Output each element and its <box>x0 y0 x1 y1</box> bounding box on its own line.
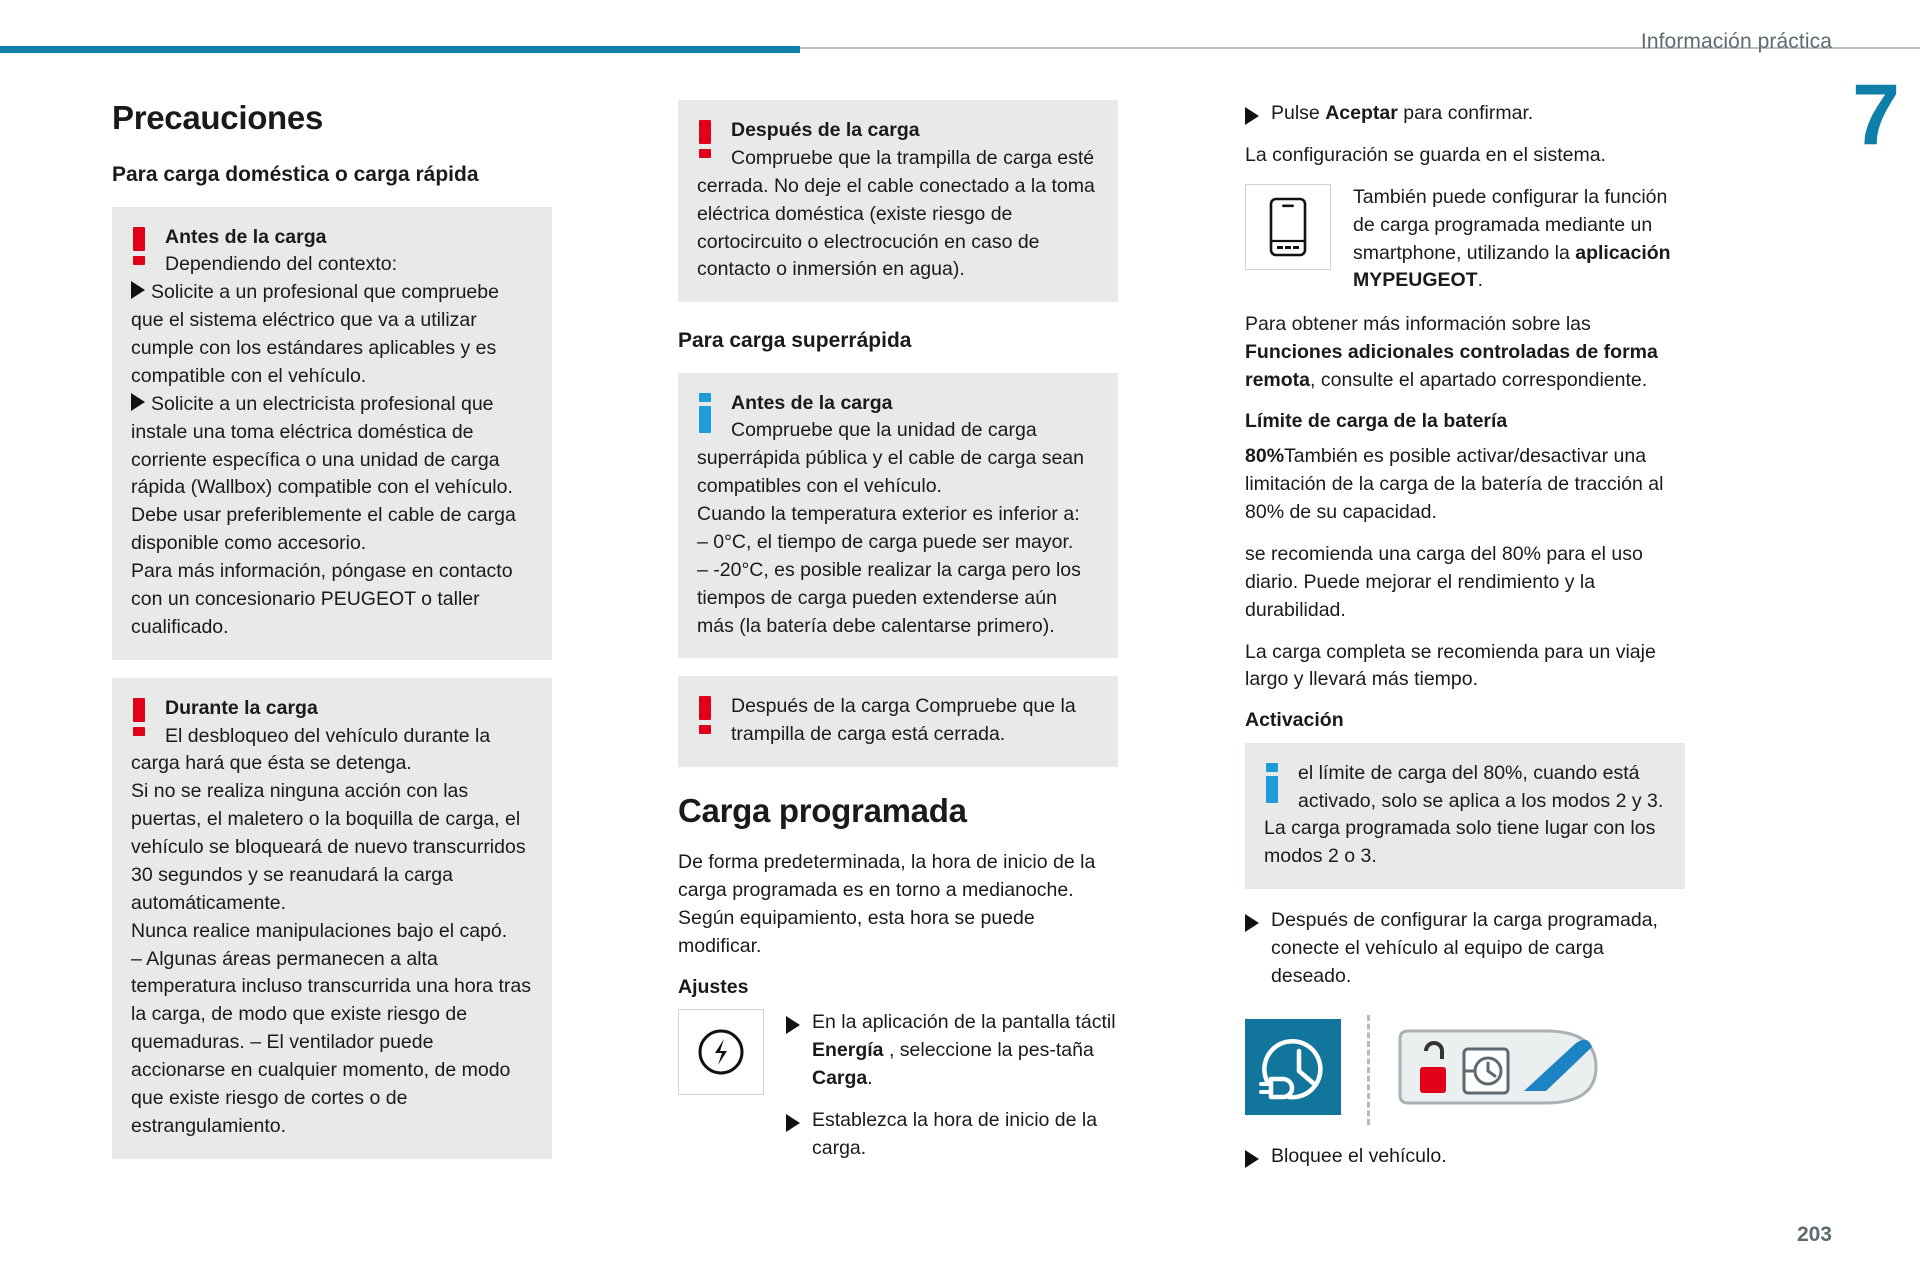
config-saved-text: La configuración se guarda en el sistema. <box>1245 143 1606 166</box>
page-number: 203 <box>1796 1223 1832 1246</box>
callout-para-1: Compruebe que la trampilla de carga esté cerrada. No deje el cable conectado a la toma eléctrica doméstica (existe riesgo de cortocircuito o electrocución en caso de contacto o inmersión en agua). <box>697 146 1095 281</box>
settings-bullet-1-bold-carga: Carga <box>812 1067 868 1090</box>
settings-bullet-1-text-post: . <box>867 1067 873 1090</box>
callout-during-charge <box>112 678 552 1159</box>
key-fob-lock-icon <box>1396 1017 1606 1122</box>
energy-lightning-icon <box>678 1009 764 1095</box>
charge-lock-figure <box>1245 1015 1685 1125</box>
bullet-accept-post: para confirmar. <box>1397 102 1534 124</box>
section-label: Información práctica <box>1640 30 1832 53</box>
settings-bullet-1 <box>786 1009 1118 1093</box>
callout-para-1: Compruebe que la unidad de carga superrápida pública y el cable de carga sean compatibles con el vehículo. <box>697 419 1085 498</box>
section-subtitle-home-fast: Para carga doméstica o carga rápida <box>112 163 479 187</box>
smartphone-app-row <box>1245 184 1685 296</box>
arrow-bullet-icon <box>786 1016 800 1034</box>
callout-before-charge <box>112 207 552 660</box>
programmed-charge-intro: De forma predeterminada, la hora de inicio de la carga programada es en torno a medianoche. Según equipamiento, esta hora se puede modificar. <box>678 851 1096 958</box>
callout-intro: Dependiendo del contexto: <box>165 253 398 276</box>
section-title-programmed-charge: Carga programada <box>678 792 967 830</box>
more-info-post: , consulte el apartado correspondiente. <box>1310 369 1648 391</box>
bullet-after-config <box>1245 907 1685 991</box>
battery-limit-para-3: La carga completa se recomienda para un viaje largo y llevará más tiempo. <box>1245 640 1656 691</box>
callout-para-4: – Algunas áreas permanecen a alta temperatura incluso transcurrida una hora tras la carga, de modo que existe riesgo de quemaduras. – El ventilador puede accionarse en cualquier momento, de modo que existe riesgo de cortes o de estrangulamiento. <box>131 947 531 1137</box>
callout-heading: Después de la carga <box>731 119 920 141</box>
settings-bullet-2-text: Establezca la hora de inicio de la carga. <box>812 1108 1098 1159</box>
callout-para-2: La carga programada solo tiene lugar con los modos 2 o 3. <box>1264 817 1656 868</box>
smartphone-icon <box>1245 184 1331 270</box>
section-subtitle-superfast: Para carga superrápida <box>678 329 912 353</box>
smartphone-text-pre: También puede configurar la función de carga programada mediante un smartphone, utilizando la <box>1353 185 1668 264</box>
bullet-accept-pre: Pulse <box>1271 102 1326 124</box>
settings-bullet-1-text-mid: , seleccione la pes-taña <box>883 1039 1094 1062</box>
section-subtitle-settings: Ajustes <box>678 975 749 998</box>
more-info-bold: Funciones adicionales controladas de forma remota <box>1245 341 1658 391</box>
column-one <box>112 100 552 1177</box>
page-title: Precauciones <box>112 99 324 136</box>
header-accent-rule <box>0 46 800 53</box>
more-info-pre: Para obtener más información sobre las <box>1245 313 1591 336</box>
smartphone-text-post: . <box>1477 269 1484 292</box>
charge-clock-plug-icon <box>1245 1019 1341 1120</box>
callout-para-2: Si no se realiza ninguna acción con las puertas, el maletero o la boquilla de carga, el vehículo se bloqueará de nuevo transcurridos 30 segundos y se reanudará la carga automáticamente. <box>131 780 526 914</box>
callout-superfast-after-charge <box>678 676 1118 767</box>
column-three <box>1245 100 1685 1185</box>
bullet-accept <box>1245 100 1685 128</box>
callout-heading: Antes de la carga <box>731 391 893 414</box>
settings-bullet-2 <box>786 1107 1118 1163</box>
smartphone-text-bold: aplicación MYPEUGEOT <box>1353 241 1671 292</box>
callout-para-2: Cuando la temperatura exterior es inferior a: <box>697 503 1080 525</box>
arrow-bullet-icon <box>1245 1150 1259 1168</box>
column-two <box>678 100 1118 1193</box>
bullet-accept-bold: Aceptar <box>1325 102 1398 124</box>
callout-para-1: el límite de carga del 80%, cuando está activado, solo se aplica a los modos 2 y 3. <box>1298 761 1664 812</box>
settings-bullet-1-bold-energia: Energía <box>812 1039 884 1062</box>
arrow-bullet-icon <box>1245 914 1259 932</box>
figure-divider <box>1367 1015 1370 1125</box>
arrow-bullet-icon <box>786 1114 800 1132</box>
more-info-text <box>1245 311 1685 395</box>
callout-superfast-before-charge <box>678 373 1118 659</box>
callout-heading: Antes de la carga <box>165 225 327 248</box>
settings-bullet-1-text-pre: En la aplicación de la pantalla táctil <box>812 1011 1116 1034</box>
battery-limit-percent: 80% <box>1245 445 1285 468</box>
info-icon <box>699 393 711 433</box>
smartphone-app-text <box>1353 184 1685 296</box>
section-subtitle-battery-limit: Límite de carga de la batería <box>1245 409 1508 432</box>
callout-para-1: Debe usar preferiblemente el cable de carga disponible como accesorio. <box>131 504 516 555</box>
callout-activation <box>1245 743 1685 890</box>
battery-limit-para-1 <box>1245 443 1685 527</box>
callout-para-3: – 0°C, el tiempo de carga puede ser mayor. <box>697 530 1074 553</box>
callout-para-3: Nunca realice manipulaciones bajo el capó. <box>131 919 508 942</box>
arrow-bullet-icon <box>131 393 145 411</box>
battery-limit-text-1: También es posible activar/desactivar una limitación de la carga de la batería de tracción al 80% de su capacidad. <box>1245 445 1664 523</box>
callout-bullet-2: Solicite a un electricista profesional que instale una toma eléctrica doméstica de corriente específica o una unidad de carga rápida (Wallbox) compatible con el vehículo. <box>131 392 513 499</box>
battery-limit-para-2: se recomienda una carga del 80% para el uso diario. Puede mejorar el rendimiento y la durabilidad. <box>1245 542 1643 621</box>
bullet-lock-vehicle <box>1245 1143 1685 1171</box>
info-icon <box>1266 763 1278 803</box>
callout-para-4: – -20°C, es posible realizar la carga pero los tiempos de carga pueden extenderse aún más (la batería debe calentarse primero). <box>697 558 1081 637</box>
bullet-lock-vehicle-text: Bloquee el vehículo. <box>1271 1144 1447 1167</box>
callout-bullet-1: Solicite a un profesional que compruebe que el sistema eléctrico que va a utilizar cumple con los estándares aplicables y es compatible con el vehículo. <box>131 281 499 387</box>
warning-exclamation-icon <box>699 696 711 736</box>
warning-exclamation-icon <box>133 698 145 738</box>
section-subtitle-activation: Activación <box>1245 709 1344 732</box>
warning-exclamation-icon <box>133 227 145 267</box>
callout-para-1: El desbloqueo del vehículo durante la carga hará que ésta se detenga. <box>131 724 491 775</box>
arrow-bullet-icon <box>1245 107 1259 125</box>
settings-energy-row <box>678 1009 1118 1176</box>
callout-after-charge <box>678 100 1118 302</box>
bullet-after-config-text: Después de configurar la carga programada, conecte el vehículo al equipo de carga deseado. <box>1271 909 1658 987</box>
warning-exclamation-icon <box>699 120 711 160</box>
chapter-number: 7 <box>1852 67 1900 163</box>
callout-heading: Durante la carga <box>165 696 318 719</box>
callout-para-1: Después de la carga Compruebe que la trampilla de carga está cerrada. <box>731 695 1076 746</box>
arrow-bullet-icon <box>131 281 145 299</box>
callout-para-2: Para más información, póngase en contacto con un concesionario PEUGEOT o taller cualificado. <box>131 560 513 638</box>
